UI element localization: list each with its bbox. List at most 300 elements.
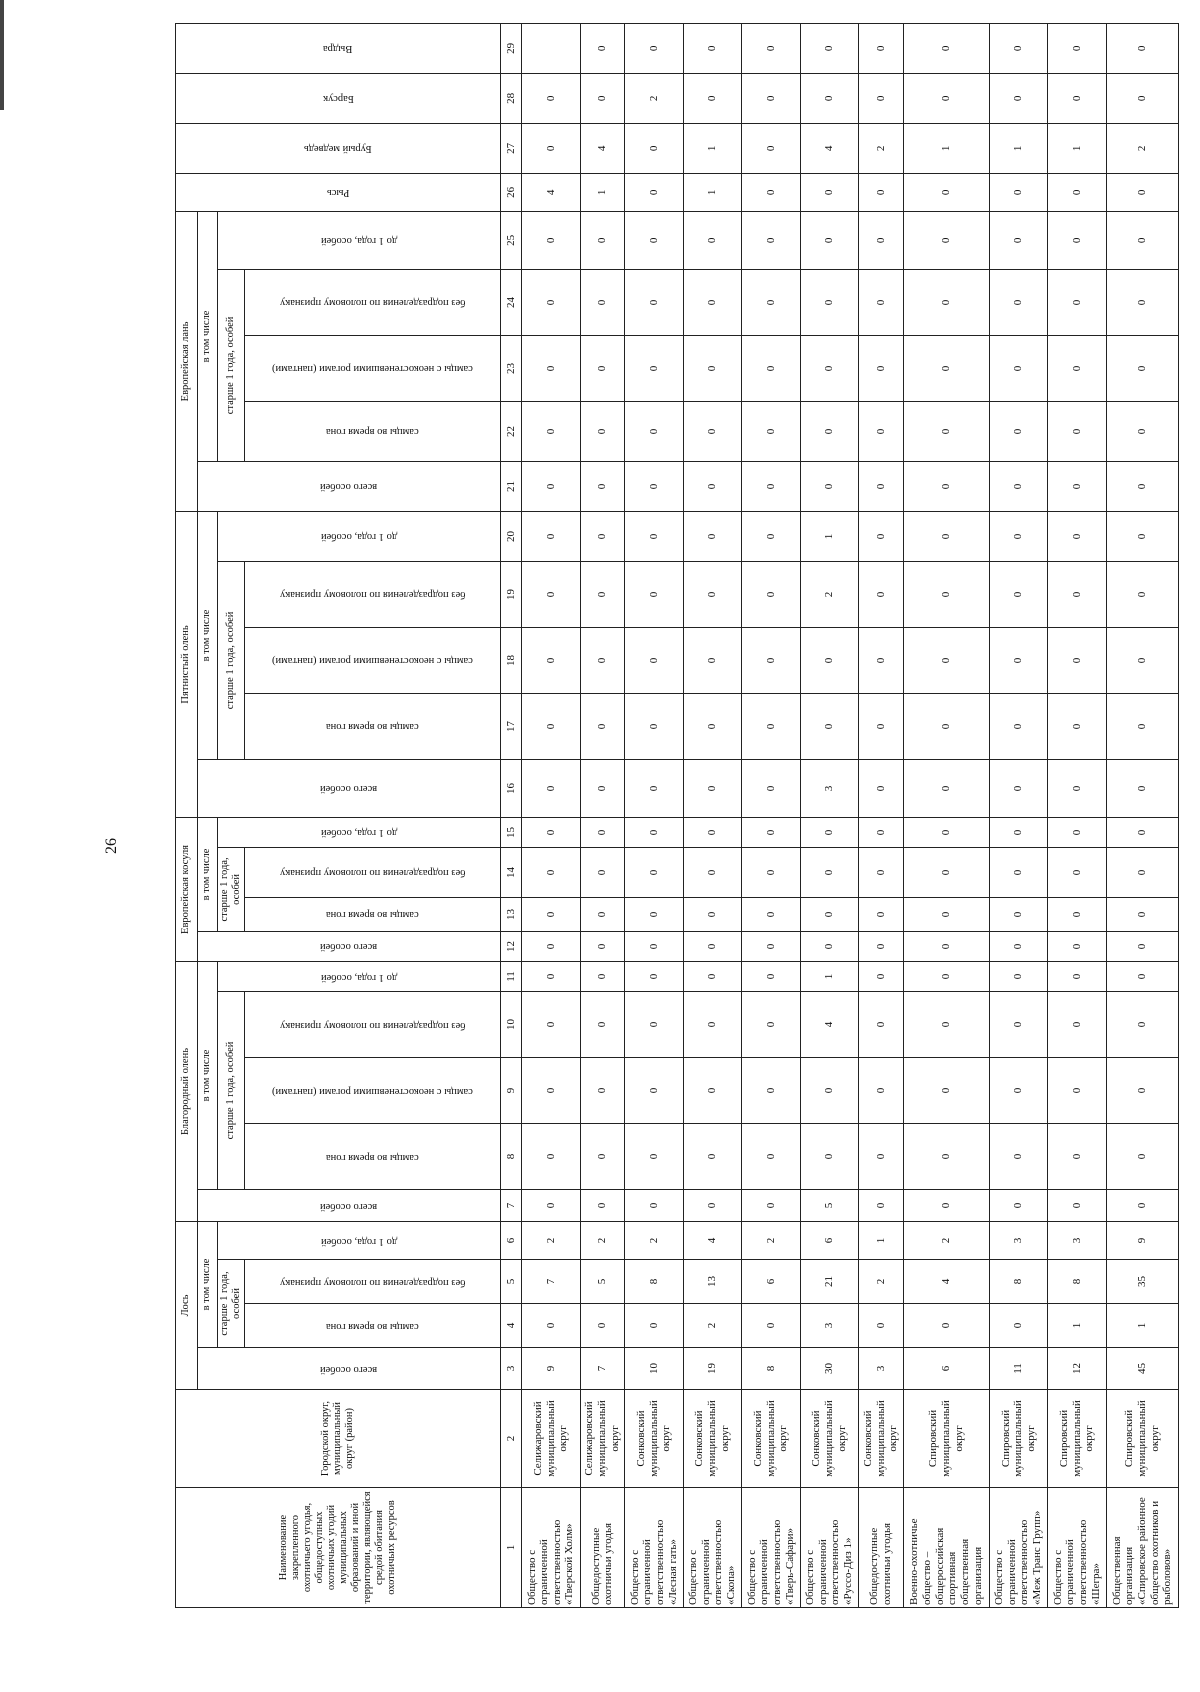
value-cell: 0 bbox=[1048, 211, 1106, 269]
value-cell: 0 bbox=[742, 23, 800, 73]
value-cell: 0 bbox=[989, 627, 1047, 693]
value-cell: 0 bbox=[522, 817, 580, 847]
value-cell: 8 bbox=[625, 1260, 683, 1304]
value-cell: 0 bbox=[859, 335, 904, 401]
value-cell: 0 bbox=[683, 759, 741, 817]
value-cell: 0 bbox=[989, 991, 1047, 1057]
value-cell: 1 bbox=[580, 173, 625, 211]
value-cell: 1 bbox=[1106, 1304, 1178, 1348]
column-number: 19 bbox=[501, 561, 522, 627]
header-spotted-under1: до 1 года, особей bbox=[218, 511, 501, 561]
value-cell: 0 bbox=[903, 627, 989, 693]
value-cell: 0 bbox=[625, 173, 683, 211]
value-cell: 0 bbox=[580, 461, 625, 511]
value-cell: 0 bbox=[625, 561, 683, 627]
value-cell: 0 bbox=[625, 1123, 683, 1189]
value-cell: 0 bbox=[859, 23, 904, 73]
table-row bbox=[1048, 23, 1106, 1607]
value-cell: 0 bbox=[1106, 961, 1178, 991]
value-cell: 4 bbox=[580, 123, 625, 173]
header-moose: Лось bbox=[176, 1221, 198, 1389]
value-cell: 0 bbox=[989, 461, 1047, 511]
value-cell: 2 bbox=[522, 1221, 580, 1259]
value-cell: 6 bbox=[742, 1260, 800, 1304]
value-cell: 0 bbox=[522, 123, 580, 173]
column-number: 23 bbox=[501, 335, 522, 401]
value-cell: 0 bbox=[800, 847, 858, 897]
table-row bbox=[859, 23, 904, 1607]
value-cell: 0 bbox=[1048, 511, 1106, 561]
value-cell: 0 bbox=[1106, 693, 1178, 759]
value-cell: 0 bbox=[903, 961, 989, 991]
value-cell: 0 bbox=[903, 211, 989, 269]
value-cell: 21 bbox=[800, 1260, 858, 1304]
value-cell: 2 bbox=[742, 1221, 800, 1259]
value-cell: 0 bbox=[800, 1057, 858, 1123]
column-number: 24 bbox=[501, 269, 522, 335]
value-cell: 0 bbox=[800, 1123, 858, 1189]
column-number: 16 bbox=[501, 759, 522, 817]
value-cell: 0 bbox=[800, 73, 858, 123]
value-cell: 7 bbox=[522, 1260, 580, 1304]
value-cell: 0 bbox=[683, 931, 741, 961]
value-cell: 0 bbox=[800, 817, 858, 847]
value-cell: 0 bbox=[522, 211, 580, 269]
value-cell: 0 bbox=[522, 1304, 580, 1348]
org-name-cell: Общество с ограниченной ответственностью «Шегра» bbox=[1048, 1488, 1106, 1608]
value-cell: 30 bbox=[800, 1348, 858, 1390]
value-cell: 3 bbox=[989, 1221, 1047, 1259]
header-roedeer-nosex: без подразделения по половому признаку bbox=[245, 847, 501, 897]
column-number: 28 bbox=[501, 73, 522, 123]
value-cell: 0 bbox=[989, 1304, 1047, 1348]
value-cell: 0 bbox=[742, 211, 800, 269]
value-cell: 0 bbox=[903, 73, 989, 123]
value-cell: 0 bbox=[1048, 627, 1106, 693]
value-cell: 0 bbox=[1106, 931, 1178, 961]
value-cell: 0 bbox=[742, 561, 800, 627]
column-number: 13 bbox=[501, 897, 522, 931]
value-cell: 0 bbox=[742, 1189, 800, 1221]
value-cell: 0 bbox=[1048, 847, 1106, 897]
value-cell: 0 bbox=[903, 511, 989, 561]
column-number: 20 bbox=[501, 511, 522, 561]
value-cell: 3 bbox=[800, 759, 858, 817]
value-cell: 0 bbox=[903, 269, 989, 335]
value-cell: 0 bbox=[989, 511, 1047, 561]
value-cell: 0 bbox=[989, 401, 1047, 461]
header-roedeer-under1: до 1 года, особей bbox=[218, 817, 501, 847]
value-cell: 3 bbox=[1048, 1221, 1106, 1259]
header-badger: Барсук bbox=[176, 73, 501, 123]
header-spotted-older: старше 1 года, особей bbox=[218, 561, 245, 759]
value-cell: 0 bbox=[1106, 627, 1178, 693]
value-cell: 0 bbox=[742, 759, 800, 817]
value-cell: 0 bbox=[580, 401, 625, 461]
value-cell: 0 bbox=[522, 1189, 580, 1221]
value-cell: 0 bbox=[1106, 847, 1178, 897]
header-fallow-antler: самцы с неокостеневшими рогами (пантами) bbox=[245, 335, 501, 401]
value-cell: 0 bbox=[1048, 73, 1106, 123]
column-number: 17 bbox=[501, 693, 522, 759]
value-cell: 0 bbox=[1106, 211, 1178, 269]
value-cell: 0 bbox=[903, 1304, 989, 1348]
value-cell: 0 bbox=[683, 693, 741, 759]
column-number: 22 bbox=[501, 401, 522, 461]
org-name-cell: Общество с ограниченной ответственностью «Лесная гать» bbox=[625, 1488, 683, 1608]
value-cell: 0 bbox=[742, 627, 800, 693]
value-cell: 0 bbox=[522, 991, 580, 1057]
value-cell: 0 bbox=[1106, 817, 1178, 847]
header-roedeer-in-total: в том числе bbox=[198, 817, 218, 931]
value-cell: 0 bbox=[683, 991, 741, 1057]
org-name-cell: Общедоступные охотничьи угодья bbox=[580, 1488, 625, 1608]
value-cell: 2 bbox=[859, 1260, 904, 1304]
value-cell: 0 bbox=[903, 1123, 989, 1189]
value-cell: 0 bbox=[683, 847, 741, 897]
value-cell: 0 bbox=[683, 211, 741, 269]
value-cell: 0 bbox=[522, 627, 580, 693]
column-number: 9 bbox=[501, 1057, 522, 1123]
value-cell: 0 bbox=[903, 817, 989, 847]
value-cell: 0 bbox=[989, 1057, 1047, 1123]
value-cell: 45 bbox=[1106, 1348, 1178, 1390]
value-cell: 0 bbox=[625, 401, 683, 461]
value-cell: 0 bbox=[800, 897, 858, 931]
value-cell: 0 bbox=[1106, 335, 1178, 401]
org-name-cell: Военно-охотничье общество – общероссийская спортивная общественная организация bbox=[903, 1488, 989, 1608]
header-moose-nosex: без подразделения по половому признаку bbox=[245, 1260, 501, 1304]
value-cell: 0 bbox=[989, 335, 1047, 401]
value-cell: 0 bbox=[1106, 401, 1178, 461]
value-cell: 0 bbox=[903, 23, 989, 73]
value-cell: 0 bbox=[683, 511, 741, 561]
value-cell: 0 bbox=[580, 561, 625, 627]
value-cell: 0 bbox=[903, 693, 989, 759]
value-cell: 0 bbox=[580, 23, 625, 73]
value-cell: 0 bbox=[1048, 897, 1106, 931]
value-cell: 0 bbox=[989, 817, 1047, 847]
value-cell: 0 bbox=[683, 461, 741, 511]
value-cell: 0 bbox=[522, 931, 580, 961]
header-fallow-in-total: в том числе bbox=[198, 211, 218, 461]
value-cell: 0 bbox=[683, 1123, 741, 1189]
value-cell: 1 bbox=[903, 123, 989, 173]
value-cell bbox=[522, 23, 580, 73]
header-spotted-deer: Пятнистый олень bbox=[176, 511, 198, 817]
value-cell: 0 bbox=[580, 817, 625, 847]
value-cell: 0 bbox=[989, 73, 1047, 123]
value-cell: 0 bbox=[1048, 23, 1106, 73]
value-cell: 7 bbox=[580, 1348, 625, 1390]
value-cell: 0 bbox=[800, 211, 858, 269]
table-row bbox=[800, 23, 858, 1607]
table-row bbox=[580, 23, 625, 1607]
value-cell: 0 bbox=[903, 461, 989, 511]
value-cell: 0 bbox=[625, 1057, 683, 1123]
value-cell: 0 bbox=[625, 847, 683, 897]
value-cell: 2 bbox=[859, 123, 904, 173]
column-number: 26 bbox=[501, 173, 522, 211]
header-fallow-total: всего особей bbox=[198, 461, 501, 511]
header-spotted-total: всего особей bbox=[198, 759, 501, 817]
value-cell: 0 bbox=[859, 1057, 904, 1123]
value-cell: 0 bbox=[989, 23, 1047, 73]
value-cell: 0 bbox=[859, 627, 904, 693]
value-cell: 0 bbox=[1048, 817, 1106, 847]
value-cell: 0 bbox=[1106, 461, 1178, 511]
district-cell: Сонковский муниципальный округ bbox=[800, 1390, 858, 1488]
column-number: 1 bbox=[501, 1488, 522, 1608]
value-cell: 0 bbox=[989, 269, 1047, 335]
district-cell: Сонковский муниципальный округ bbox=[683, 1390, 741, 1488]
value-cell: 0 bbox=[742, 897, 800, 931]
value-cell: 0 bbox=[859, 693, 904, 759]
value-cell: 0 bbox=[580, 931, 625, 961]
header-moose-older: старше 1 года, особей bbox=[218, 1260, 245, 1348]
value-cell: 0 bbox=[742, 817, 800, 847]
value-cell: 0 bbox=[903, 561, 989, 627]
value-cell: 0 bbox=[903, 897, 989, 931]
value-cell: 0 bbox=[859, 511, 904, 561]
table-row bbox=[989, 23, 1047, 1607]
value-cell: 0 bbox=[580, 847, 625, 897]
value-cell: 0 bbox=[1106, 1057, 1178, 1123]
page-number: 26 bbox=[103, 838, 120, 854]
value-cell: 4 bbox=[522, 173, 580, 211]
value-cell: 0 bbox=[742, 461, 800, 511]
value-cell: 0 bbox=[625, 627, 683, 693]
value-cell: 0 bbox=[742, 1123, 800, 1189]
value-cell: 1 bbox=[989, 123, 1047, 173]
value-cell: 0 bbox=[859, 991, 904, 1057]
value-cell: 2 bbox=[625, 73, 683, 123]
value-cell: 6 bbox=[903, 1348, 989, 1390]
value-cell: 0 bbox=[580, 991, 625, 1057]
value-cell: 0 bbox=[859, 269, 904, 335]
header-reddeer-in-total: в том числе bbox=[198, 961, 218, 1189]
value-cell: 0 bbox=[1048, 561, 1106, 627]
value-cell: 0 bbox=[580, 627, 625, 693]
value-cell: 0 bbox=[800, 23, 858, 73]
value-cell: 2 bbox=[580, 1221, 625, 1259]
value-cell: 0 bbox=[1106, 73, 1178, 123]
value-cell: 4 bbox=[800, 991, 858, 1057]
value-cell: 0 bbox=[989, 211, 1047, 269]
column-number: 10 bbox=[501, 991, 522, 1057]
value-cell: 0 bbox=[1048, 693, 1106, 759]
value-cell: 4 bbox=[800, 123, 858, 173]
value-cell: 0 bbox=[989, 173, 1047, 211]
value-cell: 0 bbox=[683, 269, 741, 335]
value-cell: 0 bbox=[1048, 991, 1106, 1057]
value-cell: 0 bbox=[1106, 173, 1178, 211]
value-cell: 0 bbox=[683, 335, 741, 401]
value-cell: 0 bbox=[625, 817, 683, 847]
value-cell: 0 bbox=[1106, 561, 1178, 627]
value-cell: 0 bbox=[859, 1304, 904, 1348]
district-cell: Селижаровский муниципальный округ bbox=[580, 1390, 625, 1488]
value-cell: 0 bbox=[580, 1189, 625, 1221]
header-moose-under1: до 1 года, особей bbox=[218, 1221, 501, 1259]
column-number: 29 bbox=[501, 23, 522, 73]
value-cell: 0 bbox=[989, 1123, 1047, 1189]
value-cell: 0 bbox=[1106, 23, 1178, 73]
value-cell: 0 bbox=[903, 401, 989, 461]
org-name-cell: Общество с ограниченной ответственностью «Тверь-Сафари» bbox=[742, 1488, 800, 1608]
value-cell: 0 bbox=[859, 401, 904, 461]
org-name-cell: Общество с ограниченной ответственностью «Тверской Холм» bbox=[522, 1488, 580, 1608]
header-roedeer-older: старше 1 года, особей bbox=[218, 847, 245, 931]
value-cell: 0 bbox=[800, 693, 858, 759]
value-cell: 0 bbox=[742, 269, 800, 335]
value-cell: 0 bbox=[1106, 269, 1178, 335]
value-cell: 0 bbox=[625, 335, 683, 401]
value-cell: 0 bbox=[683, 961, 741, 991]
value-cell: 2 bbox=[625, 1221, 683, 1259]
value-cell: 5 bbox=[800, 1189, 858, 1221]
value-cell: 0 bbox=[625, 897, 683, 931]
value-cell: 0 bbox=[859, 173, 904, 211]
value-cell: 0 bbox=[742, 401, 800, 461]
district-cell: Сонковский муниципальный округ bbox=[625, 1390, 683, 1488]
header-spotted-nosex: без подразделения по половому признаку bbox=[245, 561, 501, 627]
value-cell: 3 bbox=[859, 1348, 904, 1390]
value-cell: 0 bbox=[903, 173, 989, 211]
value-cell: 0 bbox=[859, 461, 904, 511]
value-cell: 0 bbox=[859, 1189, 904, 1221]
value-cell: 0 bbox=[625, 23, 683, 73]
org-name-cell: Общество с ограниченной ответственностью «Меж Транс Групп» bbox=[989, 1488, 1047, 1608]
column-number: 14 bbox=[501, 847, 522, 897]
value-cell: 0 bbox=[522, 73, 580, 123]
value-cell: 6 bbox=[800, 1221, 858, 1259]
value-cell: 0 bbox=[742, 693, 800, 759]
header-otter: Выдра bbox=[176, 23, 501, 73]
column-number: 25 bbox=[501, 211, 522, 269]
value-cell: 0 bbox=[1048, 461, 1106, 511]
value-cell: 0 bbox=[800, 627, 858, 693]
value-cell: 0 bbox=[683, 561, 741, 627]
value-cell: 0 bbox=[580, 961, 625, 991]
value-cell: 0 bbox=[625, 931, 683, 961]
value-cell: 2 bbox=[800, 561, 858, 627]
value-cell: 0 bbox=[522, 401, 580, 461]
game-count-table bbox=[175, 23, 1179, 1608]
column-number: 21 bbox=[501, 461, 522, 511]
value-cell: 0 bbox=[625, 991, 683, 1057]
value-cell: 8 bbox=[1048, 1260, 1106, 1304]
value-cell: 0 bbox=[1106, 511, 1178, 561]
value-cell: 0 bbox=[625, 961, 683, 991]
value-cell: 0 bbox=[522, 1057, 580, 1123]
rotated-table-container bbox=[175, 42, 1179, 1608]
value-cell: 0 bbox=[1048, 335, 1106, 401]
column-number: 4 bbox=[501, 1304, 522, 1348]
value-cell: 0 bbox=[625, 123, 683, 173]
value-cell: 0 bbox=[859, 897, 904, 931]
value-cell: 0 bbox=[1048, 1189, 1106, 1221]
value-cell: 0 bbox=[903, 1189, 989, 1221]
column-number: 18 bbox=[501, 627, 522, 693]
value-cell: 0 bbox=[903, 847, 989, 897]
value-cell: 0 bbox=[683, 817, 741, 847]
table-row bbox=[742, 23, 800, 1607]
value-cell: 0 bbox=[625, 1189, 683, 1221]
value-cell: 0 bbox=[625, 211, 683, 269]
header-roedeer-rut: самцы во время гона bbox=[245, 897, 501, 931]
header-spotted-antler: самцы с неокостеневшими рогами (пантами) bbox=[245, 627, 501, 693]
value-cell: 0 bbox=[903, 931, 989, 961]
value-cell: 1 bbox=[800, 511, 858, 561]
table-row bbox=[903, 23, 989, 1607]
value-cell: 0 bbox=[1048, 269, 1106, 335]
org-name-cell: Общество с ограниченной ответственностью «Руссо-Диз 1» bbox=[800, 1488, 858, 1608]
header-reddeer-antler: самцы с неокостеневшими рогами (пантами) bbox=[245, 1057, 501, 1123]
value-cell: 0 bbox=[742, 73, 800, 123]
value-cell: 0 bbox=[859, 817, 904, 847]
value-cell: 0 bbox=[683, 897, 741, 931]
header-moose-rut: самцы во время гона bbox=[245, 1304, 501, 1348]
value-cell: 0 bbox=[683, 401, 741, 461]
value-cell: 0 bbox=[522, 561, 580, 627]
value-cell: 8 bbox=[742, 1348, 800, 1390]
value-cell: 0 bbox=[580, 511, 625, 561]
table-row bbox=[683, 23, 741, 1607]
value-cell: 0 bbox=[683, 23, 741, 73]
value-cell: 5 bbox=[580, 1260, 625, 1304]
header-spotted-rut: самцы во время гона bbox=[245, 693, 501, 759]
value-cell: 1 bbox=[1048, 1304, 1106, 1348]
value-cell: 0 bbox=[742, 173, 800, 211]
value-cell: 0 bbox=[522, 961, 580, 991]
value-cell: 0 bbox=[625, 693, 683, 759]
header-reddeer-older: старше 1 года, особей bbox=[218, 991, 245, 1189]
value-cell: 0 bbox=[742, 847, 800, 897]
value-cell: 0 bbox=[1048, 759, 1106, 817]
value-cell: 1 bbox=[859, 1221, 904, 1259]
value-cell: 0 bbox=[989, 693, 1047, 759]
value-cell: 0 bbox=[580, 73, 625, 123]
value-cell: 0 bbox=[989, 961, 1047, 991]
value-cell: 0 bbox=[989, 561, 1047, 627]
column-number: 15 bbox=[501, 817, 522, 847]
value-cell: 0 bbox=[859, 847, 904, 897]
district-cell: Селижаровский муниципальный округ bbox=[522, 1390, 580, 1488]
value-cell: 0 bbox=[580, 269, 625, 335]
value-cell: 0 bbox=[522, 897, 580, 931]
value-cell: 0 bbox=[625, 269, 683, 335]
header-roedeer-total: всего особей bbox=[198, 931, 501, 961]
table-body bbox=[522, 23, 1179, 1607]
value-cell: 0 bbox=[1106, 759, 1178, 817]
header-moose-in-total: в том числе bbox=[198, 1221, 218, 1347]
value-cell: 0 bbox=[1106, 1189, 1178, 1221]
value-cell: 0 bbox=[625, 1304, 683, 1348]
value-cell: 2 bbox=[683, 1304, 741, 1348]
value-cell: 0 bbox=[522, 269, 580, 335]
value-cell: 0 bbox=[903, 759, 989, 817]
district-cell: Спировский муниципальный округ bbox=[989, 1390, 1047, 1488]
value-cell: 0 bbox=[580, 759, 625, 817]
value-cell: 0 bbox=[742, 991, 800, 1057]
value-cell: 0 bbox=[859, 561, 904, 627]
value-cell: 0 bbox=[522, 511, 580, 561]
district-cell: Спировский муниципальный округ bbox=[903, 1390, 989, 1488]
value-cell: 4 bbox=[903, 1260, 989, 1304]
value-cell: 0 bbox=[903, 991, 989, 1057]
header-fallow-rut: самцы во время гона bbox=[245, 401, 501, 461]
